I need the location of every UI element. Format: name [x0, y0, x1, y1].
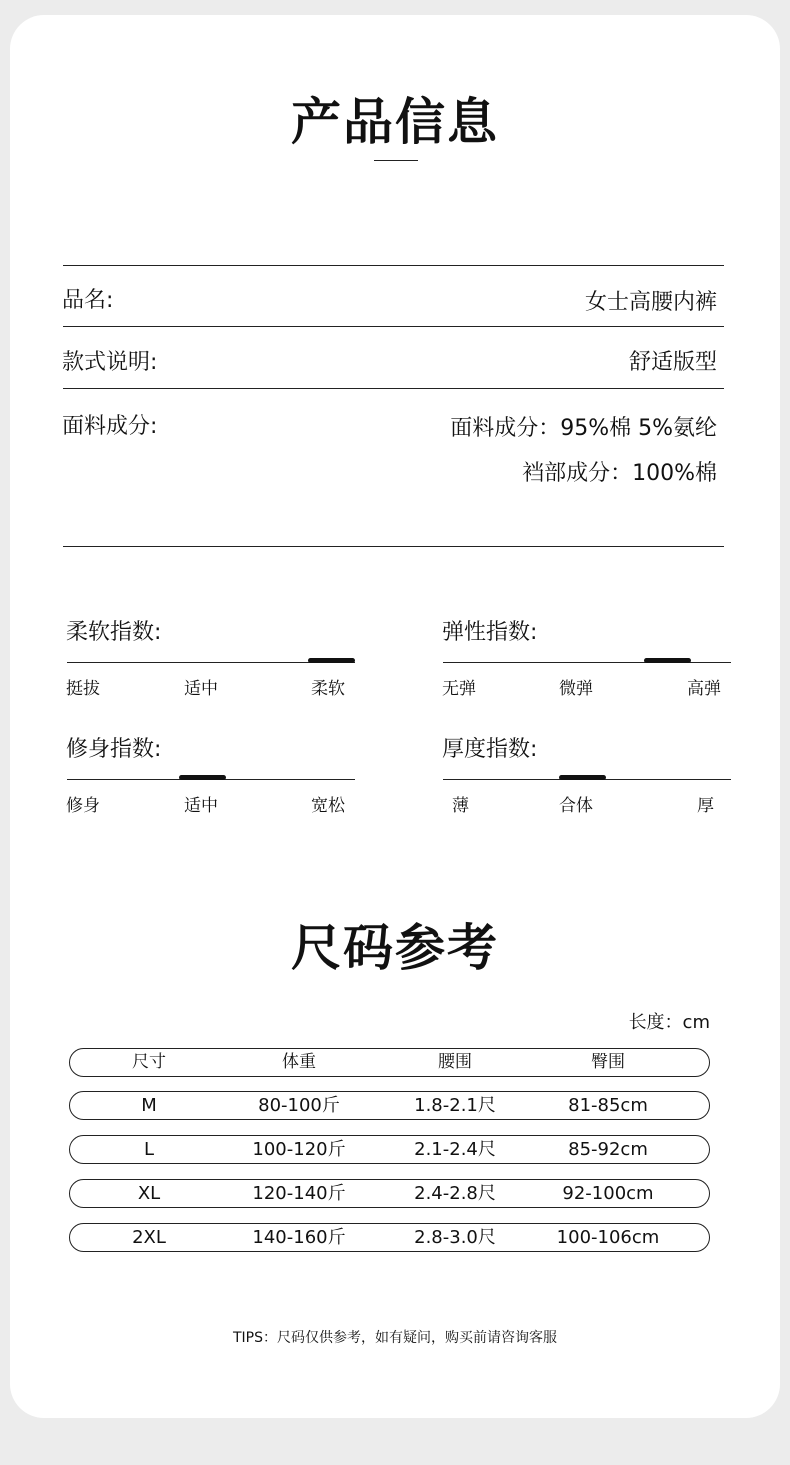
- size-table-header: [69, 1048, 710, 1077]
- cell-waist: 2.8-3.0尺: [414, 1227, 496, 1248]
- product-info-title: 产品信息: [291, 93, 499, 151]
- divider: [63, 546, 724, 547]
- fit-index-title: 修身指数:: [66, 737, 162, 762]
- elasticity-label-low: 无弹: [442, 679, 476, 699]
- size-table-row: [69, 1223, 710, 1252]
- cell-weight: 120-140斤: [252, 1183, 346, 1204]
- cell-waist: 2.1-2.4尺: [414, 1139, 496, 1160]
- size-table-row: [69, 1135, 710, 1164]
- size-table-row: [69, 1091, 710, 1120]
- cell-weight: 100-120斤: [252, 1139, 346, 1160]
- unit-label: 长度：cm: [628, 1012, 710, 1033]
- thickness-label-mid: 合体: [559, 796, 593, 816]
- softness-label-high: 柔软: [311, 679, 345, 699]
- fit-label-low: 修身: [66, 796, 100, 816]
- elasticity-index-title: 弹性指数:: [442, 620, 538, 645]
- cell-weight: 80-100斤: [258, 1095, 340, 1116]
- elasticity-label-high: 高弹: [687, 679, 721, 699]
- cell-size: 2XL: [132, 1227, 166, 1248]
- fit-label-high: 宽松: [311, 796, 345, 816]
- elasticity-label-mid: 微弹: [559, 679, 593, 699]
- divider: [63, 388, 724, 389]
- softness-label-mid: 适中: [184, 679, 218, 699]
- header-weight: 体重: [282, 1052, 316, 1072]
- thickness-label-low: 薄: [452, 796, 469, 816]
- header-waist: 腰围: [438, 1052, 472, 1072]
- divider: [63, 326, 724, 327]
- size-table-row: [69, 1179, 710, 1208]
- fabric-label: 面料成分:: [62, 414, 158, 439]
- title-underline: [374, 160, 418, 161]
- softness-index-title: 柔软指数:: [66, 620, 162, 645]
- fit-level-marker: [179, 775, 226, 780]
- name-label: 品名:: [62, 288, 114, 313]
- cell-hip: 100-106cm: [556, 1227, 660, 1248]
- header-hip: 臀围: [591, 1052, 625, 1072]
- header-size: 尺寸: [132, 1052, 166, 1072]
- tips-note: TIPS：尺码仅供参考，如有疑问，购买前请咨询客服: [232, 1330, 557, 1346]
- cell-size: L: [143, 1139, 155, 1160]
- thickness-label-high: 厚: [697, 796, 714, 816]
- cell-size: XL: [137, 1183, 161, 1204]
- style-label: 款式说明:: [62, 350, 158, 375]
- crotch-fabric-value: 裆部成分：100%棉: [522, 461, 717, 486]
- cell-hip: 85-92cm: [568, 1139, 648, 1160]
- cell-waist: 1.8-2.1尺: [414, 1095, 496, 1116]
- cell-waist: 2.4-2.8尺: [414, 1183, 496, 1204]
- fabric-value: 面料成分：95%棉 5%氨纶: [450, 416, 717, 441]
- cell-size: M: [141, 1095, 157, 1116]
- softness-level-marker: [308, 658, 355, 663]
- name-value: 女士高腰内裤: [584, 290, 717, 315]
- size-reference-title: 尺码参考: [291, 919, 499, 977]
- thickness-level-marker: [559, 775, 606, 780]
- cell-hip: 81-85cm: [568, 1095, 648, 1116]
- thickness-index-title: 厚度指数:: [442, 737, 538, 762]
- cell-weight: 140-160斤: [252, 1227, 346, 1248]
- elasticity-level-marker: [644, 658, 691, 663]
- softness-label-low: 挺拔: [66, 679, 100, 699]
- fit-label-mid: 适中: [184, 796, 218, 816]
- cell-hip: 92-100cm: [562, 1183, 654, 1204]
- style-value: 舒适版型: [628, 350, 717, 375]
- divider: [63, 265, 724, 266]
